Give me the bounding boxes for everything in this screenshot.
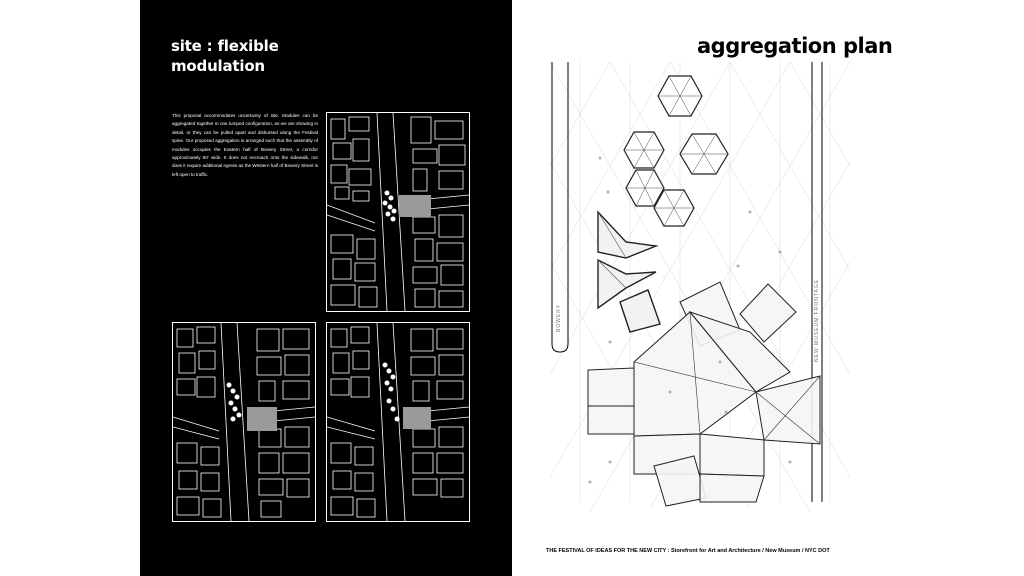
footer-festival: THE FESTIVAL OF IDEAS FOR THE NEW CITY [546,548,667,554]
footer-credit [546,548,830,554]
site-title-line-2: modulation [171,57,265,75]
plan-title: aggregation plan [697,34,893,58]
street-label: BOWERY [556,303,562,332]
footer-partners: : Storefront for Art and Architecture / New Museum / NYC DOT [666,548,830,554]
site-map-dispersed-a [172,322,316,522]
frontage-label: NEW MUSEUM FRONTAGE [814,278,820,362]
site-title [171,36,371,76]
site-description: This proposal accommodates uncertainty of site. Modules can be aggregated together in one lumped configuration, as we are showing in detail, or they can be pulled apart and disbursed along the Festival spine. Our proposed aggregation is arranged such that the assembly of modules occupies the Eastern half of Bowery Street, a corridor approximately 50' wide. It does not encroach onto the sidewalk, nor does it require additional egress as the Western half of Bowery Street is left open to traffic. [172,113,318,177]
site-map-aggregated [326,112,470,312]
site-title-line-1: site : flexible [171,37,279,55]
site-map-dispersed-b [326,322,470,522]
aggregation-plan-drawing [550,62,880,532]
